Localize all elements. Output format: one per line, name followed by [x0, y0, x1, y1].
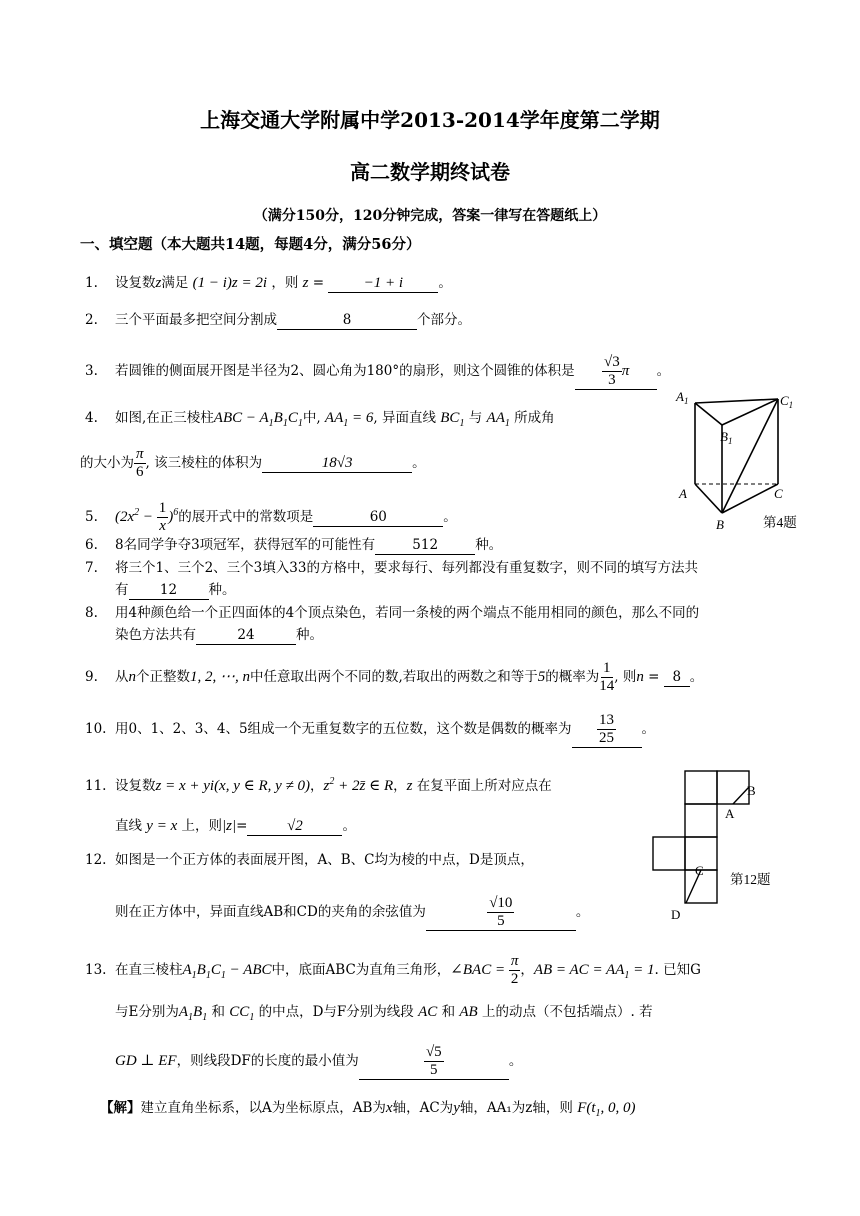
answer-blank: √2 [247, 817, 342, 836]
answer-blank: 8 [277, 311, 417, 330]
question-1: 1. 设复数z满足 (1 − i)z = 2i ，则 z = −1 + i 。 [85, 275, 452, 291]
exam-note: （满分150分，120分钟完成，答案一律写在答题纸上） [253, 208, 607, 224]
label-B: B [747, 783, 756, 798]
question-13-line2: 与E分别为$A_1B_1$ 和 $CC_1$ 的中点，D与F分别为线段 AC 和 AB 上的动点（不包括端点）. 若 [115, 1004, 653, 1023]
question-13-line3: GD ⊥ EF，则线段DF的长度的最小值为 $\frac{√5}{5}$ 。 [115, 1044, 523, 1078]
label-B1: $B_1$ [720, 429, 733, 446]
question-8: 8. 用4种颜色给一个正四面体的4个顶点染色，若同一条棱的两个端点不能用相同的颜色，那么不同的 [85, 605, 700, 621]
question-7-line2: 有 12 种。 [115, 582, 236, 598]
prism-figure [670, 385, 820, 535]
figure-4-caption: 第4题 [763, 515, 797, 530]
question-10: 10. 用0、1、2、3、4、5组成一个无重复数字的五位数，这个数是偶数的概率为 $\frac{13}{25}$ 。 [85, 712, 656, 746]
figure-12-caption: 第12题 [730, 872, 771, 887]
answer-blank: 12 [129, 581, 209, 600]
question-11-line2: 直线 y = x 上，则|z|= √2 。 [115, 818, 356, 834]
answer-blank: $\frac{√3}{3}$ π [575, 354, 657, 390]
answer-blank: 8 [664, 668, 690, 687]
answer-blank: $\frac{13}{25}$ [572, 712, 642, 748]
answer-blank: $\frac{√5}{5}$ [359, 1044, 509, 1080]
solution-label: 【解】 [100, 1100, 141, 1116]
label-A: A [725, 806, 735, 821]
question-11: 11. 设复数z = x + yi(x, y ∈ R, y ≠ 0)，$z^2$ + 2z̄ ∈ R，z 在复平面上所对应点在 [85, 776, 552, 794]
exam-subtitle: 高二数学期终试卷 [350, 160, 510, 184]
question-13: 13. 在直三棱柱$A_1B_1C_1$ − ABC中，底面ABC为直角三角形，∠BAC = $\frac{\pi}{2}$ ，AB = AC = $AA_1 = 1$. 已知G [85, 953, 701, 987]
solution-line: 【解】建立直角坐标系，以A为坐标原点，AB为x轴，AC为y轴，AA₁为z轴，则 $F(t_1$, 0, 0) [100, 1100, 636, 1119]
question-2: 2. 三个平面最多把空间分割成 8 个部分。 [85, 312, 471, 328]
answer-blank: −1 + i [328, 274, 438, 293]
label-A: A [679, 486, 687, 501]
answer-blank: 18√3 [262, 454, 412, 473]
question-3: 3. 若圆锥的侧面展开图是半径为2、圆心角为180°的扇形，则这个圆锥的体积是 $\frac{√3}{3}$ π 。 [85, 354, 671, 388]
question-9: 9. 从n个正整数1, 2, ⋯, n中任意取出两个不同的数,若取出的两数之和等于5的概率为 $\frac{1}{14}$ , 则n = 8 。 [85, 660, 704, 694]
exam-title: 上海交通大学附属中学2013-2014学年度第二学期 [200, 108, 660, 132]
answer-blank: 512 [375, 536, 475, 555]
question-4-line2: 的大小为 $\frac{\pi}{6}$ , 该三棱柱的体积为 18√3 。 [80, 446, 426, 480]
question-4: 4. 如图,在正三棱柱ABC − $A_1B_1C_1$中, $AA_1 = 6$, 异面直线 $BC_1$ 与 $AA_1$ 所成角 [85, 410, 555, 429]
label-D: D [671, 907, 681, 922]
label-C: C [695, 863, 704, 878]
answer-blank: $\frac{√10}{5}$ [426, 895, 576, 931]
question-8-line2: 染色方法共有 24 种。 [115, 627, 323, 643]
label-B: B [716, 517, 724, 532]
cube-net-figure [645, 765, 805, 925]
label-C1: $C_1$ [780, 393, 794, 410]
question-7: 7. 将三个1、三个2、三个3填入33的方格中，要求每行、每列都没有重复数字，则不同的填写方法共 [85, 560, 698, 576]
question-5: 5. ($2x^2$ − $\frac{1}{x}$ )$^6$的展开式中的常数项是 60 。 [85, 500, 457, 534]
question-12: 12. 如图是一个正方体的表面展开图，A、B、C均为棱的中点，D是顶点， [85, 852, 534, 868]
label-A1: $A_1$ [676, 389, 689, 406]
label-C: C [774, 486, 783, 501]
answer-blank: 24 [196, 626, 296, 645]
question-6: 6. 8名同学争夺3项冠军，获得冠军的可能性有 512 种。 [85, 537, 503, 553]
section-heading: 一、填空题（本大题共14题，每题4分，满分56分） [80, 236, 421, 253]
answer-blank: 60 [313, 508, 443, 527]
question-12-line2: 则在正方体中，异面直线AB和CD的夹角的余弦值为 $\frac{√10}{5}$ 。 [115, 895, 590, 929]
